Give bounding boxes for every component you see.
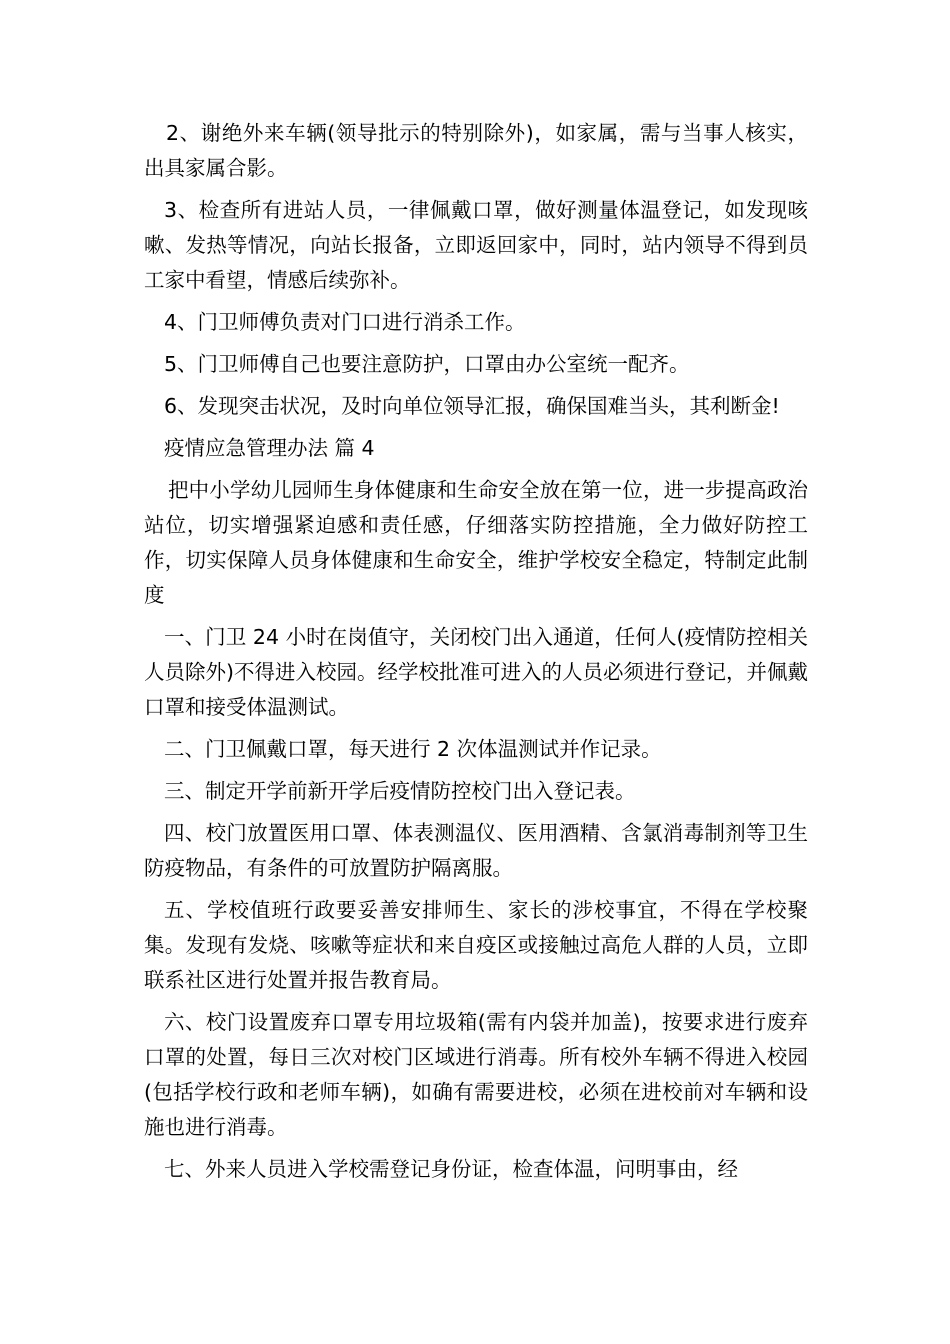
body-paragraph: 三、制定开学前新开学后疫情防控校门出入登记表。 — [164, 779, 636, 803]
body-paragraph: 5、门卫师傅自己也要注意防护，口罩由办公室统一配齐。 — [164, 352, 690, 376]
body-paragraph: 七、外来人员进入学校需登记身份证，检查体温，问明事由，经 — [164, 1157, 738, 1181]
body-paragraph: 六、校门设置废弃口罩专用垃圾箱(需有内袋并加盖)，按要求进行废弃口罩的处置，每日三次对校门区域进行消毒。所有校外车辆不得进入校园(包括学校行政和老师车辆)，如确有需要进校，必须在进校前对车辆和设施也进行消毒。 — [144, 1010, 808, 1139]
body-paragraph: 一、门卫 24 小时在岗值守，关闭校门出入通道，任何人(疫情防控相关人员除外)不得进入校园。经学校批准可进入的人员必须进行登记，并佩戴口罩和接受体温测试。 — [144, 625, 808, 719]
body-paragraph: 3、检查所有进站人员，一律佩戴口罩，做好测量体温登记，如发现咳嗽、发热等情况，向站长报备，立即返回家中，同时，站内领导不得到员工家中看望，情感后续弥补。 — [144, 198, 808, 292]
body-paragraph: 把中小学幼儿园师生身体健康和生命安全放在第一位，进一步提高政治站位，切实增强紧迫感和责任感，仔细落实防控措施，全力做好防控工作，切实保障人员身体健康和生命安全，维护学校安全稳定，特制定此制度 — [144, 478, 808, 607]
document-body — [144, 116, 808, 1194]
body-paragraph: 6、发现突击状况，及时向单位领导汇报，确保国难当头，其利断金! — [164, 394, 780, 418]
body-paragraph: 四、校门放置医用口罩、体表测温仪、医用酒精、含氯消毒制剂等卫生防疫物品，有条件的可放置防护隔离服。 — [144, 821, 808, 880]
body-paragraph: 五、学校值班行政要妥善安排师生、家长的涉校事宜，不得在学校聚集。发现有发烧、咳嗽等症状和来自疫区或接触过高危人群的人员，立即联系社区进行处置并报告教育局。 — [144, 898, 808, 992]
body-paragraph: 4、门卫师傅负责对门口进行消杀工作。 — [164, 310, 526, 334]
section-heading: 疫情应急管理办法 篇 4 — [164, 436, 375, 460]
body-paragraph: 2、谢绝外来车辆(领导批示的特别除外)，如家属，需与当事人核实，出具家属合影。 — [144, 121, 808, 180]
body-paragraph: 二、门卫佩戴口罩，每天进行 2 次体温测试并作记录。 — [164, 737, 662, 761]
